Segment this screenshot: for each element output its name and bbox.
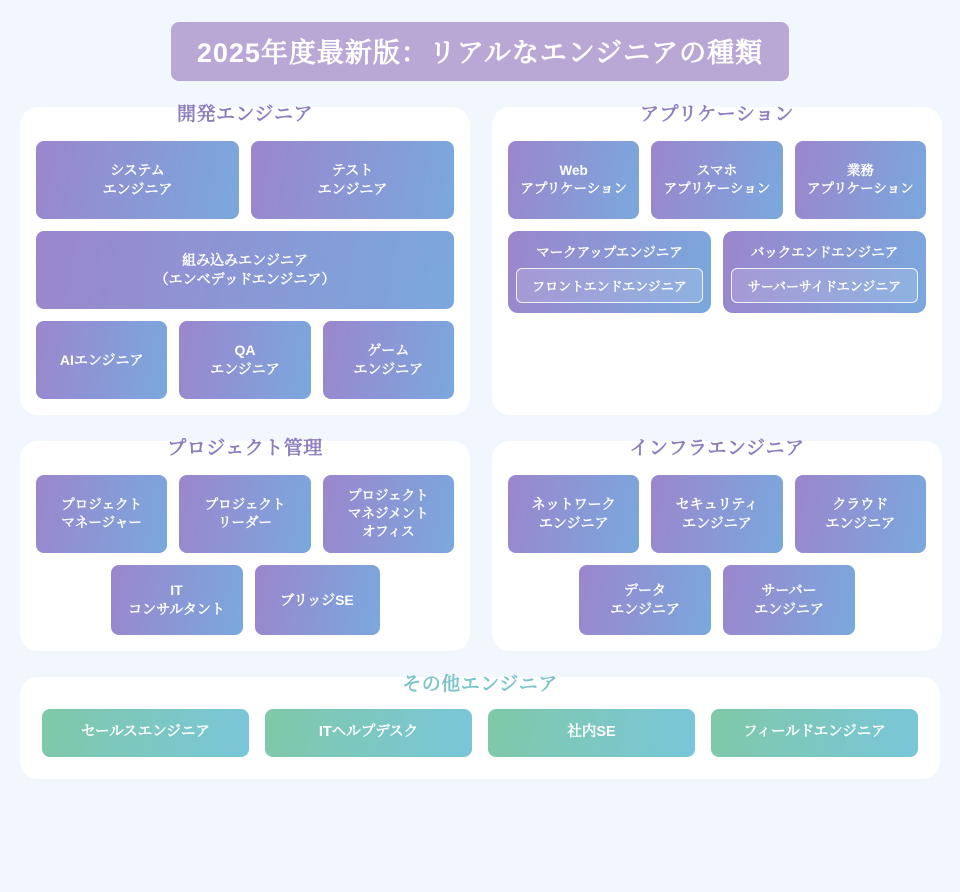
row-application-2	[508, 231, 926, 313]
box-pmo[interactable]: プロジェクト マネジメント オフィス	[323, 475, 454, 553]
row-development-2	[36, 231, 454, 309]
panel-title-other: その他エンジニア	[402, 674, 558, 695]
panel-project-management	[20, 438, 470, 651]
group-label-markup-engineer: マークアップエンジニア	[536, 245, 683, 260]
box-sales-engineer[interactable]: セールスエンジニア	[42, 709, 249, 757]
page-title: 2025年度最新版：リアルなエンジニアの種類	[171, 22, 789, 81]
box-web-application[interactable]: Web アプリケーション	[508, 141, 639, 219]
panel-title-infrastructure: インフラエンジニア	[629, 438, 805, 459]
panel-infrastructure	[492, 438, 942, 651]
panel-title-application: アプリケーション	[639, 104, 795, 125]
panel-application	[492, 104, 942, 415]
row-application-1	[508, 141, 926, 219]
box-security-engineer[interactable]: セキュリティ エンジニア	[651, 475, 782, 553]
box-data-engineer[interactable]: データ エンジニア	[579, 565, 711, 635]
box-project-manager[interactable]: プロジェクト マネージャー	[36, 475, 167, 553]
panel-development	[20, 104, 470, 415]
row-project-management-1	[36, 475, 454, 553]
box-serverside-engineer[interactable]: サーバーサイドエンジニア	[731, 268, 918, 303]
box-business-application[interactable]: 業務 アプリケーション	[795, 141, 926, 219]
box-test-engineer[interactable]: テスト エンジニア	[251, 141, 454, 219]
group-backend-engineer[interactable]	[723, 231, 926, 313]
box-it-consultant[interactable]: IT コンサルタント	[111, 565, 243, 635]
box-qa-engineer[interactable]: QA エンジニア	[179, 321, 310, 399]
panel-title-project-management: プロジェクト管理	[167, 438, 323, 459]
panel-title-development: 開発エンジニア	[176, 104, 314, 125]
box-server-engineer[interactable]: サーバー エンジニア	[723, 565, 855, 635]
box-project-leader[interactable]: プロジェクト リーダー	[179, 475, 310, 553]
box-smartphone-application[interactable]: スマホ アプリケーション	[651, 141, 782, 219]
title-bar	[0, 0, 960, 81]
box-system-engineer[interactable]: システム エンジニア	[36, 141, 239, 219]
box-frontend-engineer[interactable]: フロントエンドエンジニア	[516, 268, 703, 303]
other-wrap	[0, 674, 960, 779]
group-markup-engineer[interactable]	[508, 231, 711, 313]
row-project-management-2	[36, 565, 454, 635]
box-bridge-se[interactable]: ブリッジSE	[255, 565, 380, 635]
row-other-1	[42, 709, 918, 757]
box-embedded-engineer[interactable]: 組み込みエンジニア （エンベデッドエンジニア）	[36, 231, 454, 309]
box-ai-engineer[interactable]: AIエンジニア	[36, 321, 167, 399]
panel-grid	[0, 104, 960, 677]
group-label-backend-engineer: バックエンドエンジニア	[750, 245, 899, 260]
panel-other	[20, 674, 940, 779]
row-development-3	[36, 321, 454, 399]
box-game-engineer[interactable]: ゲーム エンジニア	[323, 321, 454, 399]
row-infrastructure-2	[508, 565, 926, 635]
box-network-engineer[interactable]: ネットワーク エンジニア	[508, 475, 639, 553]
row-infrastructure-1	[508, 475, 926, 553]
box-field-engineer[interactable]: フィールドエンジニア	[711, 709, 918, 757]
box-cloud-engineer[interactable]: クラウド エンジニア	[795, 475, 926, 553]
box-it-helpdesk[interactable]: ITヘルプデスク	[265, 709, 472, 757]
row-development-1	[36, 141, 454, 219]
box-internal-se[interactable]: 社内SE	[488, 709, 695, 757]
